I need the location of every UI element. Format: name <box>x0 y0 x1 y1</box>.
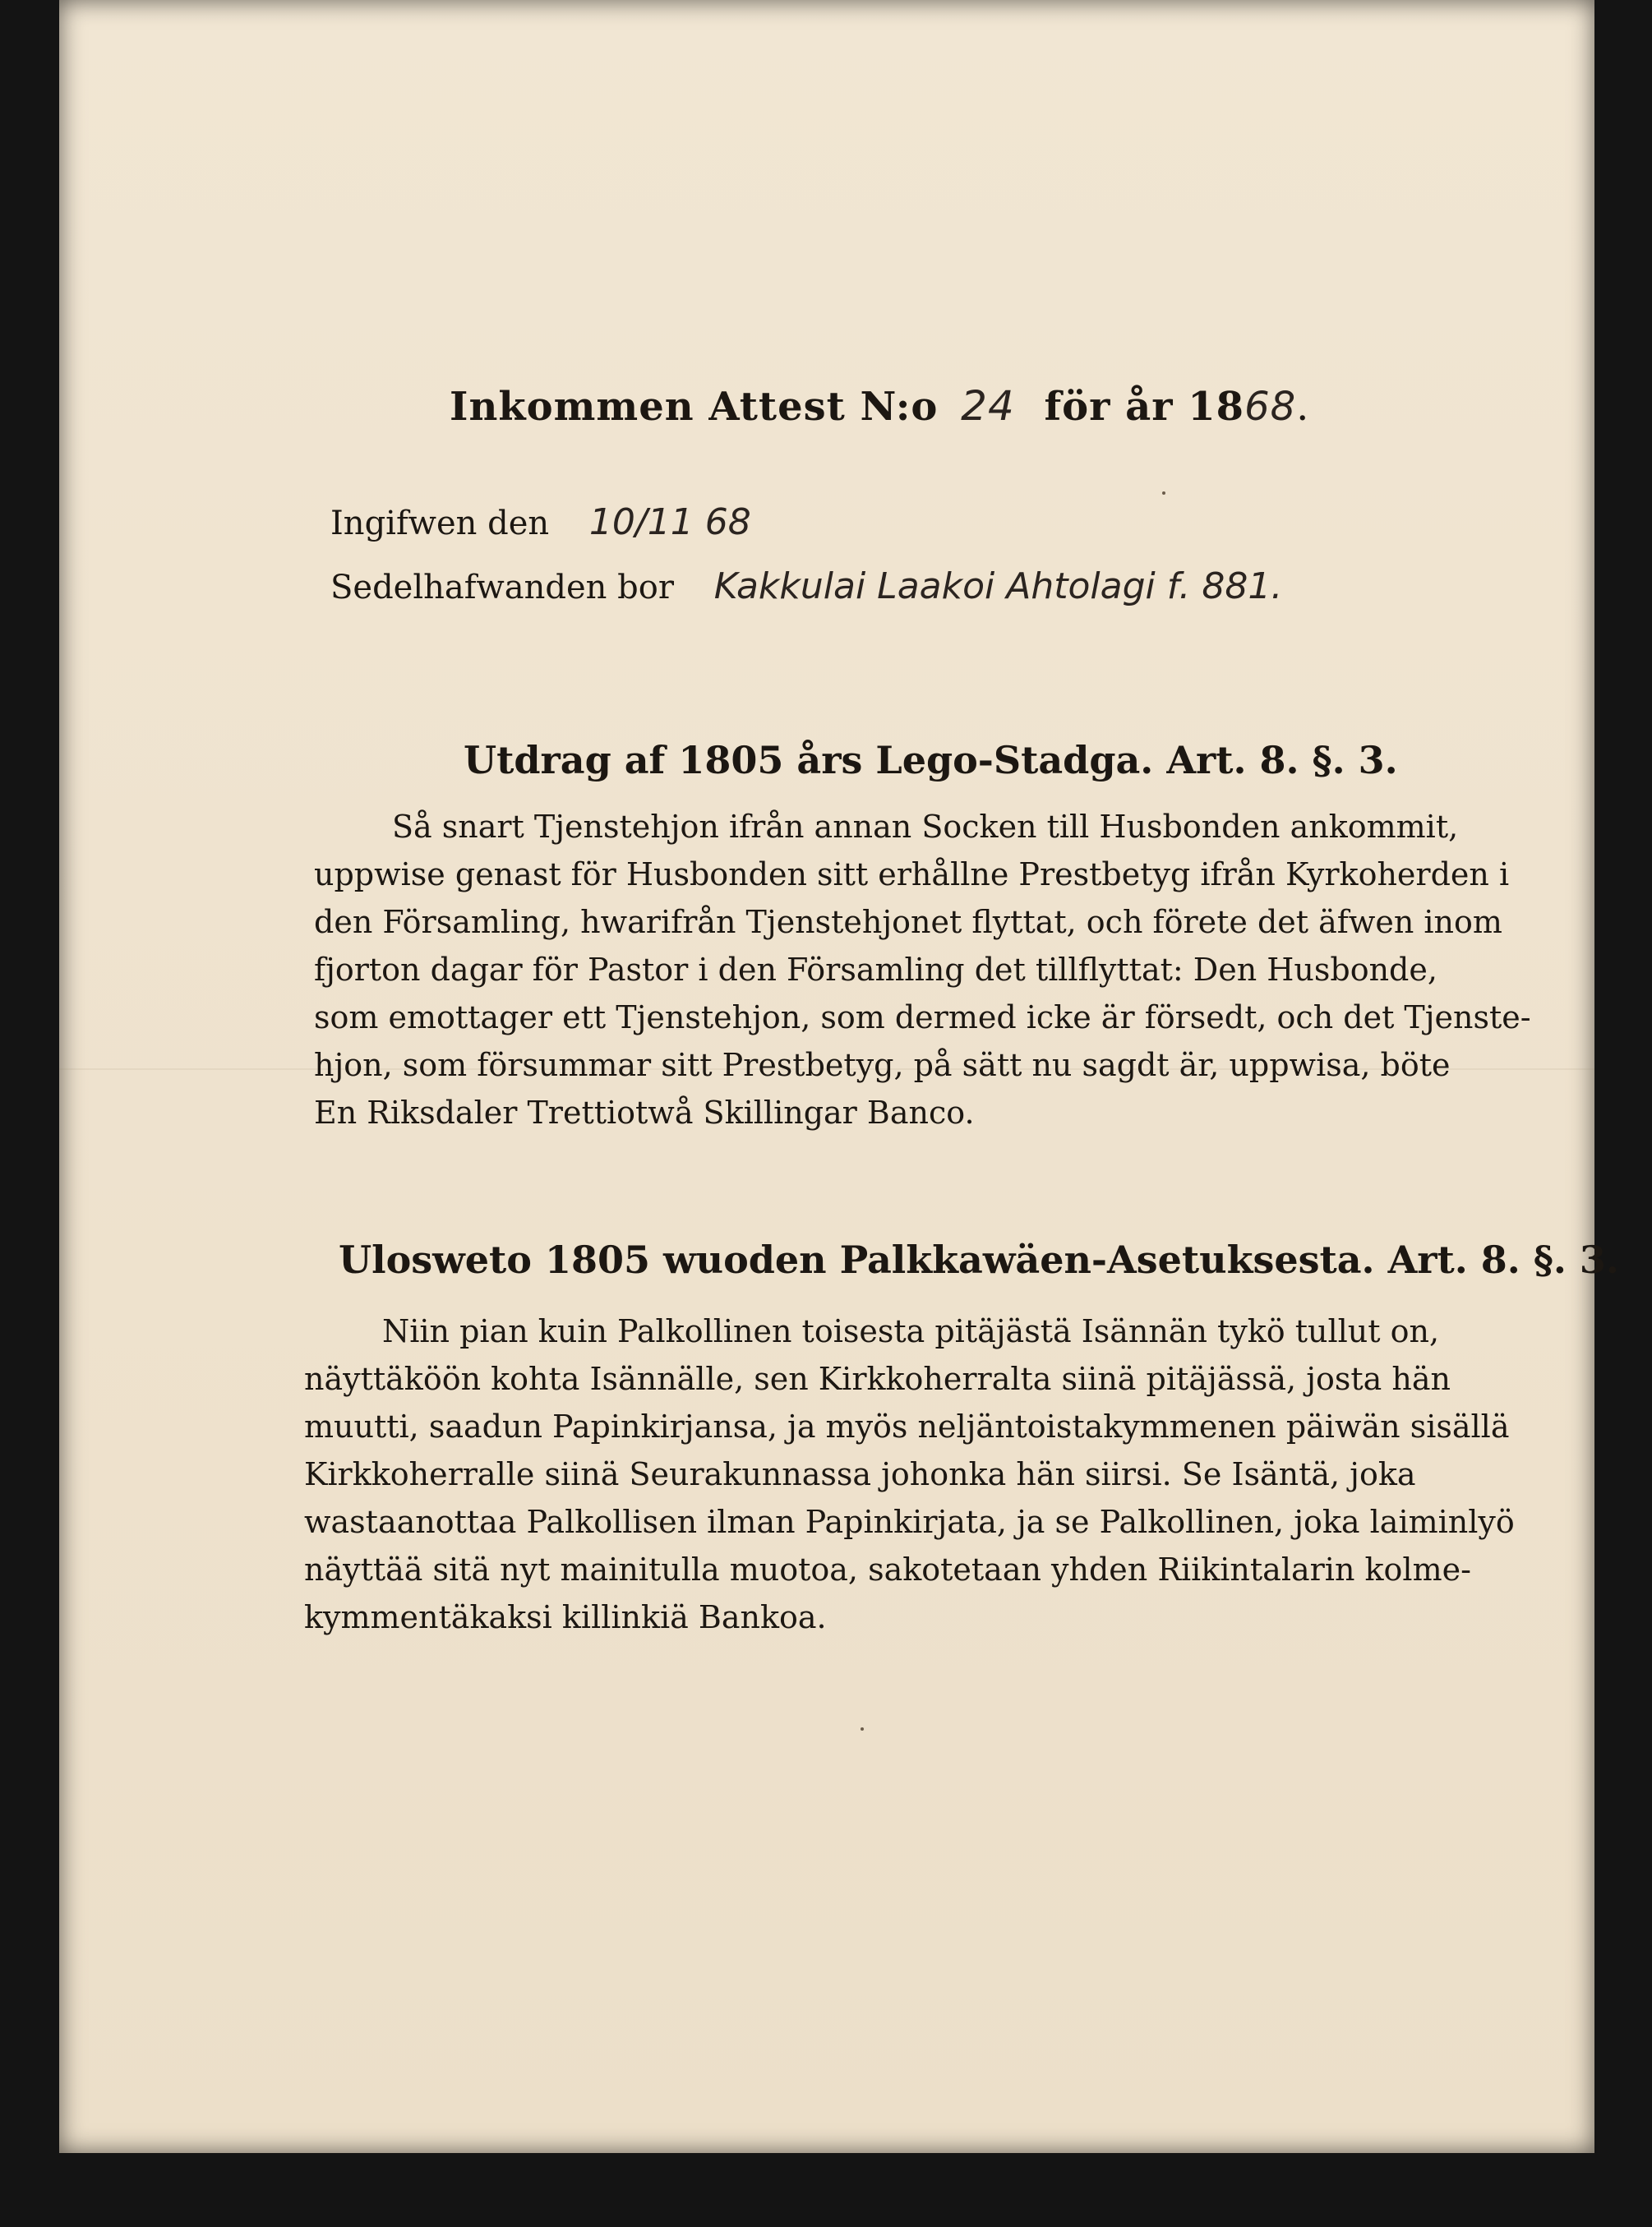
residence-label: Sedelhafwanden bor <box>330 569 674 606</box>
title-suffix: . <box>1296 384 1310 430</box>
document-title <box>450 382 1309 430</box>
finnish-paragraph <box>304 1308 1515 1642</box>
swedish-line: den Församling, hwarifrån Tjenstehjonet flyttat, och förete det äfwen inom <box>314 904 1502 940</box>
finnish-line: Kirkkoherralle siinä Seurakunnassa johonka hän siirsi. Se Isäntä, joka <box>304 1456 1416 1492</box>
title-middle: för år 18 <box>1044 384 1245 430</box>
finnish-line: näyttäköön kohta Isännälle, sen Kirkkoherralta siinä pitäjässä, josta hän <box>304 1361 1451 1397</box>
finnish-line: Niin pian kuin Palkollinen toisesta pitäjästä Isännän tykö tullut on, <box>382 1313 1440 1349</box>
paper-speck <box>861 1727 864 1731</box>
finnish-heading: Ulosweto 1805 wuoden Palkkawäen-Asetuksesta. Art. 8. §. 3. <box>339 1238 1619 1282</box>
document-page <box>59 0 1619 2153</box>
swedish-line: Så snart Tjenstehjon ifrån annan Socken till Husbonden ankommit, <box>392 809 1459 845</box>
swedish-line: uppwise genast för Husbonden sitt erhållne Prestbetyg ifrån Kyrkoherden i <box>314 856 1510 892</box>
residence-field <box>330 565 1282 607</box>
certificate-number-handwritten: 24 <box>961 382 1015 430</box>
swedish-heading: Utdrag af 1805 års Lego-Stadga. Art. 8. §. 3. <box>464 738 1398 782</box>
swedish-line: hjon, som försummar sitt Prestbetyg, på sätt nu sagdt är, uppwisa, böte <box>314 1047 1451 1083</box>
residence-handwritten: Kakkulai Laakoi Ahtolagi f. 881. <box>713 565 1283 607</box>
finnish-line: kymmentäkaksi killinkiä Bankoa. <box>304 1599 827 1635</box>
submitted-date-field <box>330 501 751 543</box>
submitted-label: Ingifwen den <box>330 505 550 542</box>
swedish-paragraph <box>314 804 1531 1137</box>
submitted-date-handwritten: 10/11 68 <box>588 501 751 543</box>
swedish-line: som emottager ett Tjenstehjon, som dermed icke är försedt, och det Tjenste- <box>314 999 1531 1035</box>
swedish-line: En Riksdaler Trettiotwå Skillingar Banco. <box>314 1095 975 1131</box>
swedish-line: fjorton dagar för Pastor i den Församling det tillflyttat: Den Husbonde, <box>314 952 1437 988</box>
finnish-line: muutti, saadun Papinkirjansa, ja myös neljäntoistakymmenen päiwän sisällä <box>304 1409 1510 1445</box>
finnish-line: wastaanottaa Palkollisen ilman Papinkirjata, ja se Palkollinen, joka laiminlyö <box>304 1504 1515 1540</box>
year-handwritten: 68 <box>1244 384 1297 430</box>
paper-speck <box>1162 491 1165 495</box>
finnish-line: näyttää sitä nyt mainitulla muotoa, sakotetaan yhden Riikintalarin kolme- <box>304 1552 1471 1588</box>
title-prefix: Inkommen Attest N:o <box>450 384 939 430</box>
